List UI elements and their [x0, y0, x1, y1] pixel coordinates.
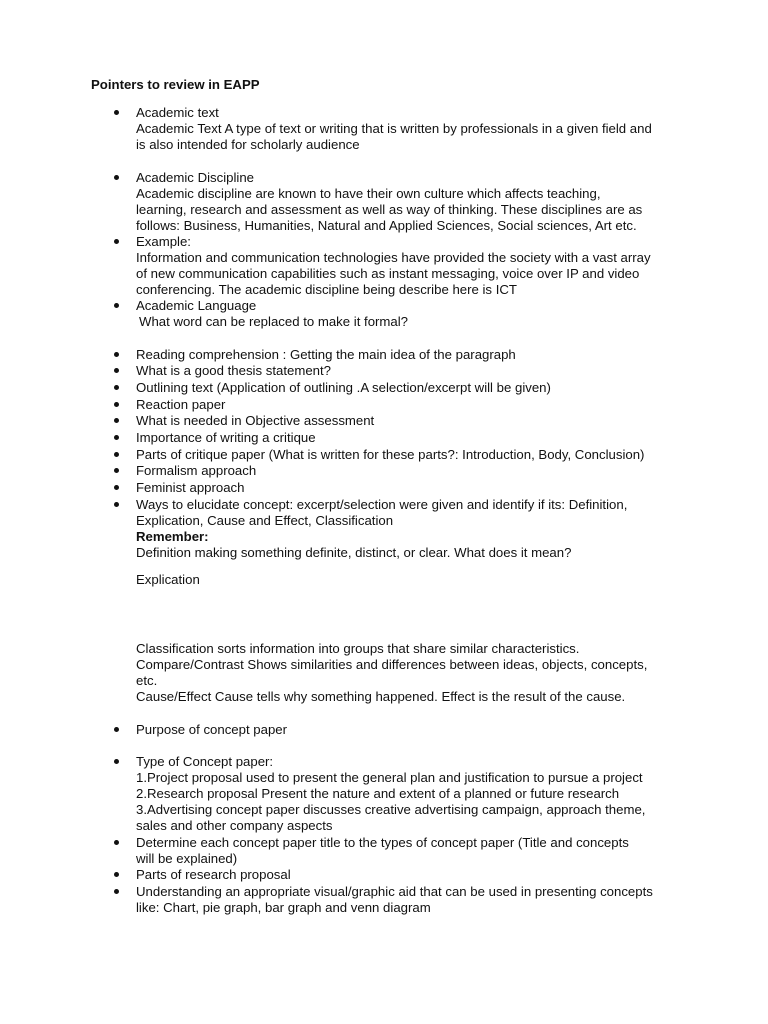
- body-text-line: What word can be replaced to make it formal?: [139, 314, 409, 329]
- body-text-line: Compare/Contrast Shows similarities and differences between ideas, objects, concepts,: [136, 657, 648, 672]
- list-item: Determine each concept paper title to the types of concept paper (Title and concepts: [136, 835, 629, 850]
- list-item: Feminist approach: [136, 480, 245, 495]
- list-item: Type of Concept paper:: [136, 754, 274, 769]
- bullet-icon: [114, 889, 119, 894]
- body-text-line: Academic discipline are known to have their own culture which affects teaching,: [136, 186, 601, 201]
- bullet-icon: [114, 352, 119, 357]
- body-text-line: Classification sorts information into groups that share similar characteristics.: [136, 641, 580, 656]
- bullet-icon: [114, 303, 119, 308]
- list-item: Purpose of concept paper: [136, 722, 288, 737]
- bullet-icon: [114, 727, 119, 732]
- bullet-icon: [114, 239, 119, 244]
- body-text-line: Information and communication technologies have provided the society with a vast array: [136, 250, 651, 265]
- bullet-icon: [114, 502, 119, 507]
- bullet-icon: [114, 759, 119, 764]
- list-item: Outlining text (Application of outlining .A selection/excerpt will be given): [136, 380, 551, 395]
- bullet-icon: [114, 452, 119, 457]
- body-text-line: Explication, Cause and Effect, Classification: [136, 513, 394, 528]
- body-text-line: 1.Project proposal used to present the general plan and justification to pursue a project: [136, 770, 643, 785]
- list-item: Understanding an appropriate visual/graphic aid that can be used in presenting concepts: [136, 884, 653, 899]
- body-text-line: conferencing. The academic discipline being describe here is ICT: [136, 282, 517, 297]
- body-text-line: learning, research and assessment as well as way of thinking. These disciplines are as: [136, 202, 643, 217]
- list-item: Formalism approach: [136, 463, 257, 478]
- bullet-icon: [114, 485, 119, 490]
- bullet-icon: [114, 435, 119, 440]
- list-item: What is a good thesis statement?: [136, 363, 331, 378]
- document-title: Pointers to review in EAPP: [91, 77, 260, 92]
- bullet-icon: [114, 175, 119, 180]
- list-item: Ways to elucidate concept: excerpt/selection were given and identify if its: Definition,: [136, 497, 628, 512]
- body-text-line: of new communication capabilities such as instant messaging, voice over IP and video: [136, 266, 640, 281]
- bullet-icon: [114, 385, 119, 390]
- body-text-line: 2.Research proposal Present the nature and extent of a planned or future research: [136, 786, 620, 801]
- body-text-line: Explication: [136, 572, 200, 587]
- list-item: What is needed in Objective assessment: [136, 413, 375, 428]
- list-item: Reaction paper: [136, 397, 226, 412]
- bullet-icon: [114, 368, 119, 373]
- list-item: Parts of research proposal: [136, 867, 291, 882]
- list-item: Parts of critique paper (What is written for these parts?: Introduction, Body, Conclusion): [136, 447, 645, 462]
- body-text-line: Academic Text A type of text or writing that is written by professionals in a given field and: [136, 121, 652, 136]
- list-item: Importance of writing a critique: [136, 430, 316, 445]
- list-item: Reading comprehension : Getting the main idea of the paragraph: [136, 347, 516, 362]
- list-item-example: Example:: [136, 234, 191, 249]
- body-text-line: sales and other company aspects: [136, 818, 333, 833]
- body-text-line: will be explained): [136, 851, 238, 866]
- list-item-academic-text: Academic text: [136, 105, 219, 120]
- body-text-line: Definition making something definite, distinct, or clear. What does it mean?: [136, 545, 572, 560]
- body-text-line: follows: Business, Humanities, Natural and Applied Sciences, Social sciences, Art etc.: [136, 218, 637, 233]
- body-text-line: etc.: [136, 673, 158, 688]
- bullet-icon: [114, 402, 119, 407]
- bullet-icon: [114, 872, 119, 877]
- body-text-line: 3.Advertising concept paper discusses creative advertising campaign, approach theme,: [136, 802, 646, 817]
- body-text-line: is also intended for scholarly audience: [136, 137, 360, 152]
- body-text-line: like: Chart, pie graph, bar graph and venn diagram: [136, 900, 431, 915]
- bullet-icon: [114, 840, 119, 845]
- list-item-academic-language: Academic Language: [136, 298, 257, 313]
- bullet-icon: [114, 110, 119, 115]
- remember-heading: Remember:: [136, 529, 209, 544]
- bullet-icon: [114, 468, 119, 473]
- body-text-line: Cause/Effect Cause tells why something happened. Effect is the result of the cause.: [136, 689, 626, 704]
- list-item-academic-discipline: Academic Discipline: [136, 170, 254, 185]
- bullet-icon: [114, 418, 119, 423]
